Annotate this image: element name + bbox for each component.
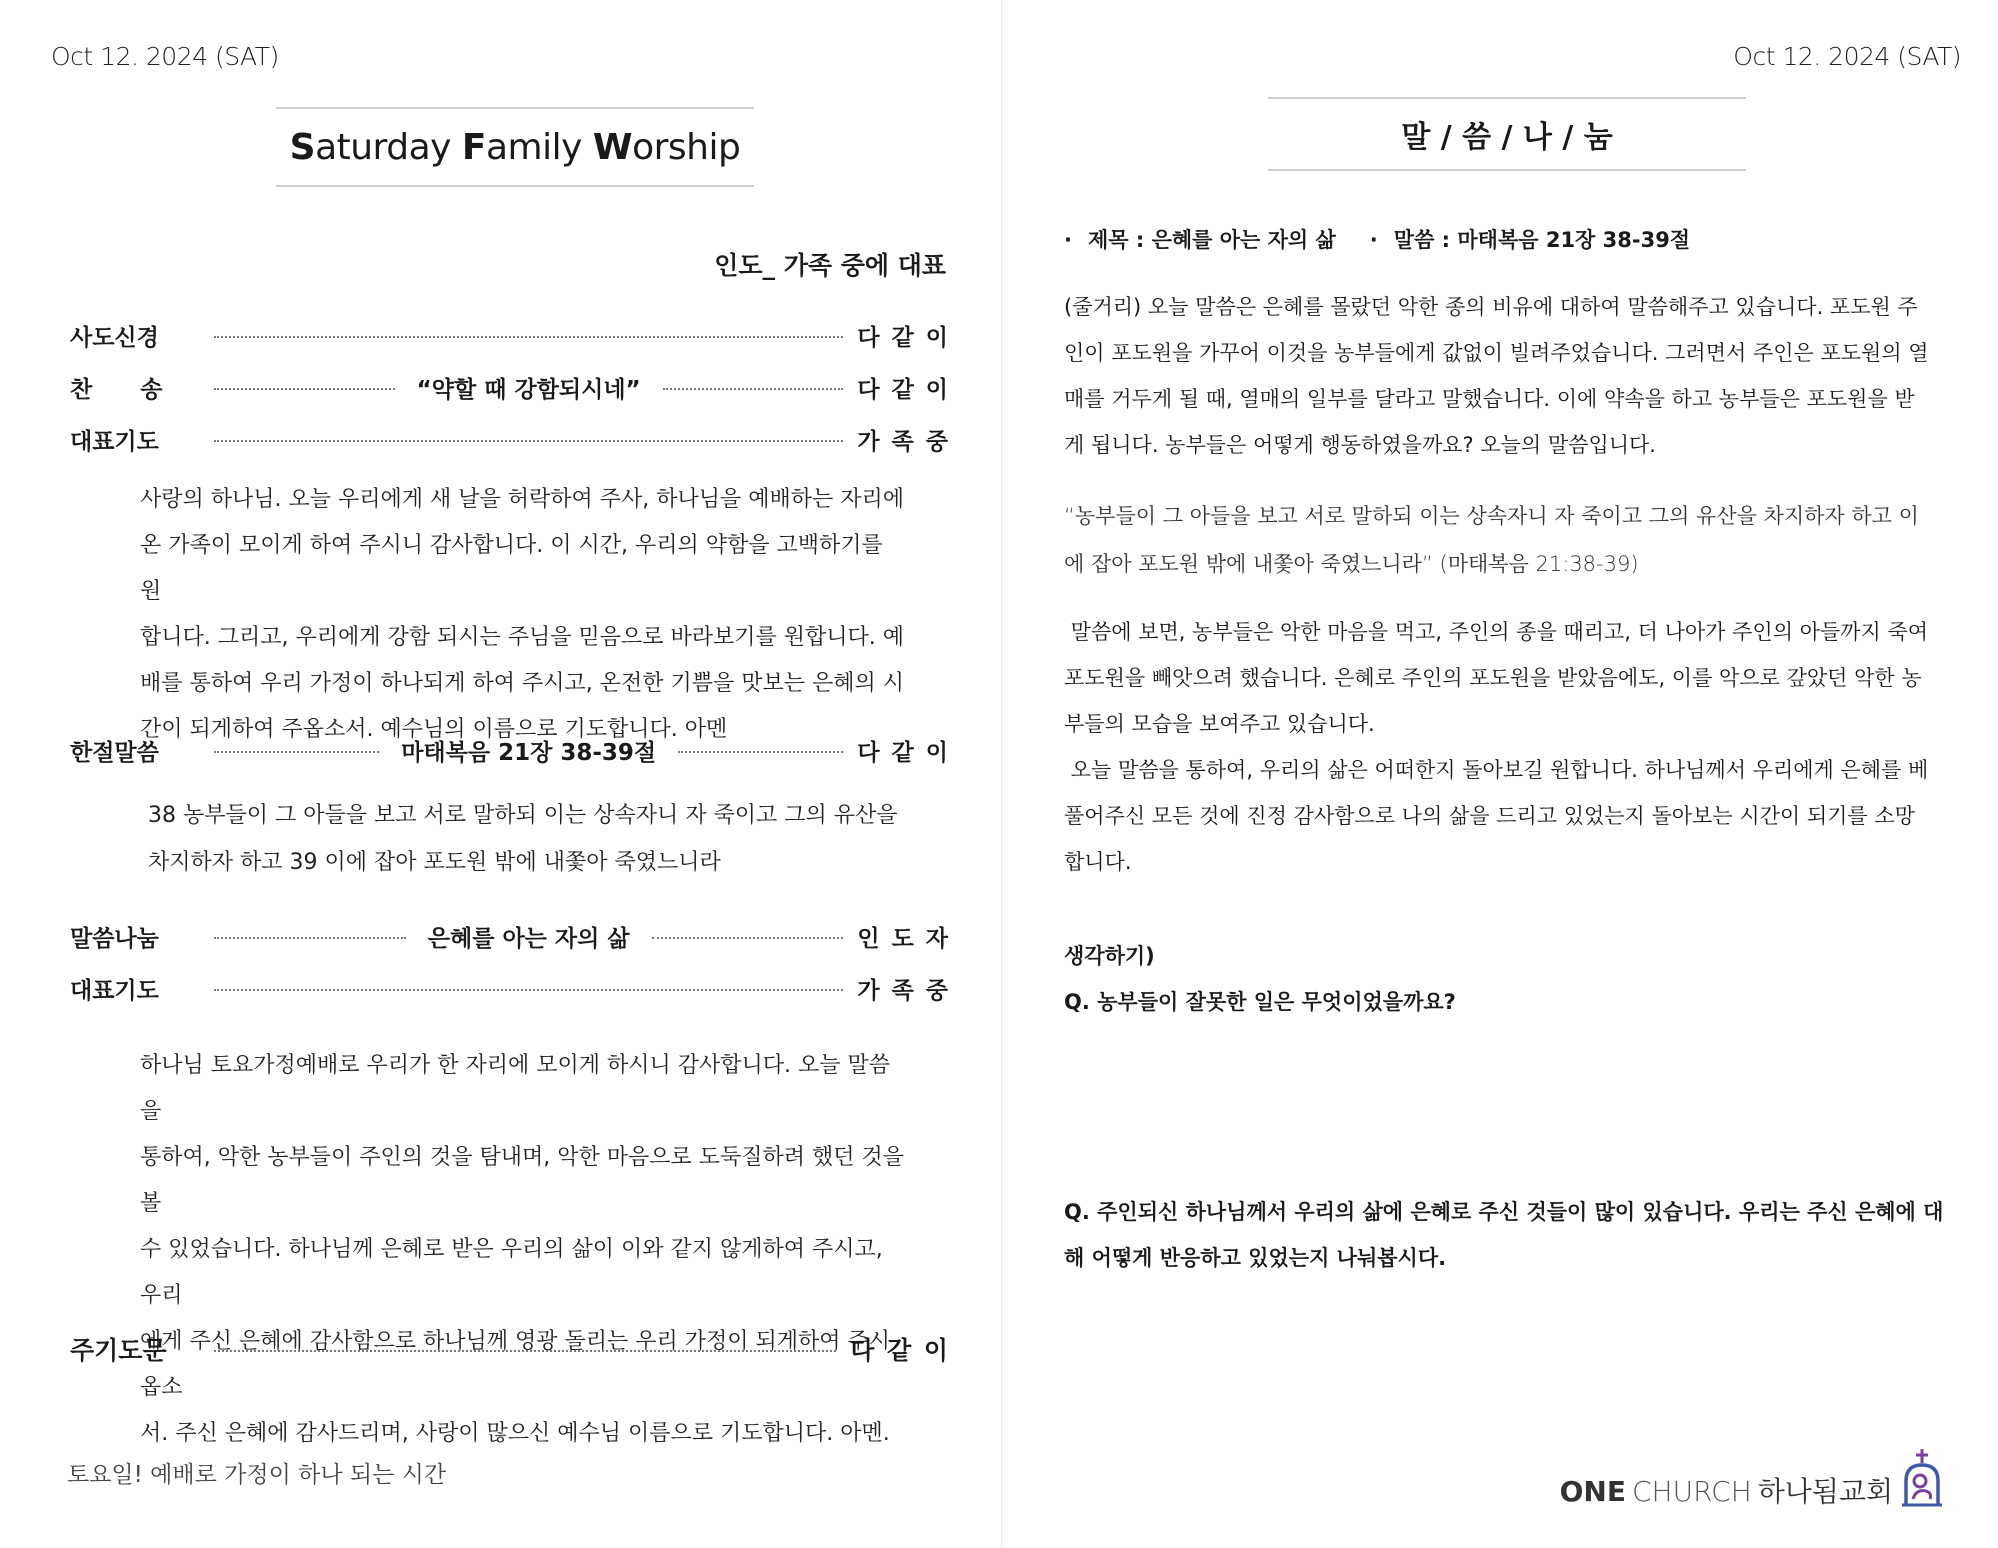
leader-dots xyxy=(214,336,843,338)
question-1: Q. 농부들이 잘못한 일은 무엇이었을까요? xyxy=(1064,990,1456,1014)
order-row-prayer xyxy=(70,419,950,459)
order-label: 대표기도 xyxy=(70,428,159,455)
worship-title: Saturday Family Worship xyxy=(289,126,741,168)
order-who: 다 같 이 xyxy=(857,376,951,403)
think-title: 생각하기) xyxy=(1064,944,1155,968)
opening-prayer: 사랑의 하나님. 오늘 우리에게 새 날을 허락하여 주사, 하나님을 예배하는 자리에 온 가족이 모이게 하여 주시니 감사합니다. 이 시간, 우리의 약함을 고백하기를 원 합니다. 그리고, 우리에게 강함 되시는 주님을 믿음으로 바라보기를 원합니다. 예 배를 통하여 우리 가정이 하나되게 하여 주시고, 온전한 기쁨을 맛보는 은혜의 시 간이 되게하여 주옵소서. 예수님의 이름으로 기도합니다. 아멘 xyxy=(140,487,904,742)
hymn-title: “약할 때 강함되시네” xyxy=(416,376,641,403)
sermon-topic: 은혜를 아는 자의 삶 xyxy=(427,925,630,952)
leader-dots xyxy=(214,989,843,991)
brand-korean-name: 하나됨교회 xyxy=(1757,1475,1893,1508)
leader-dots xyxy=(214,440,843,442)
question-2: Q. 주인되신 하나님께서 우리의 삶에 은혜로 주신 것들이 많이 있습니다. 우리는 주신 은혜에 대 해 어떻게 반응하고 있었는지 나눠봅시다. xyxy=(1064,1200,1944,1270)
sermon-info xyxy=(1064,224,1690,254)
leader-dots xyxy=(214,1350,836,1352)
order-label: 사도신경 xyxy=(70,324,159,351)
verse-reference: 마태복음 21장 38-39절 xyxy=(401,739,657,766)
order-row-sharing xyxy=(70,916,950,956)
sharing-title: 말 / 씀 / 나 / 눔 xyxy=(1401,120,1613,155)
closing-prayer: 하나님 토요가정예배로 우리가 한 자리에 모이게 하시니 감사합니다. 오늘 말씀을 통하여, 악한 농부들이 주인의 것을 탐내며, 악한 마음으로 도둑질하려 했던 것을 볼 수 있었습니다. 하나님께 은혜로 받은 우리의 삶이 이와 같지 않게하여 주시고, 우리 에게 주신 은혜에 감사함으로 하나님께 영광 돌리는 우리 가정이 되게하여 주시옵소 서. 주신 은혜에 감사드리며, 사랑이 많으신 예수님 이름으로 기도합니다. 아멘. xyxy=(140,1053,904,1446)
sermon-subject: · 제목 : 은혜를 아는 자의 삶 xyxy=(1064,224,1336,254)
verse-text: 38 농부들이 그 아들을 보고 서로 말하되 이는 상속자니 자 죽이고 그의 유산을 차지하자 하고 39 이에 잡아 포도원 밖에 내쫓아 죽였느니라 xyxy=(148,803,898,875)
order-who: 다 같 이 xyxy=(850,1336,950,1365)
order-label: 찬 송 xyxy=(70,376,163,403)
order-label: 말씀나눔 xyxy=(70,925,159,952)
order-label: 대표기도 xyxy=(70,977,159,1004)
order-row-creed xyxy=(70,315,950,355)
order-who: 다 같 이 xyxy=(857,739,950,766)
leader-dots xyxy=(214,751,379,753)
worship-title-box xyxy=(276,107,754,187)
right-date: Oct 12. 2024 (SAT) xyxy=(1733,42,1961,71)
leader-dots xyxy=(214,388,395,390)
leader-dots xyxy=(652,937,844,939)
order-who: 가 족 중 xyxy=(857,977,950,1004)
left-date: Oct 12. 2024 (SAT) xyxy=(51,42,279,71)
brand-church: CHURCH xyxy=(1631,1475,1752,1508)
leader-line: 인도_ 가족 중에 대표 xyxy=(714,251,946,280)
order-row-prayer-2 xyxy=(70,968,950,1008)
order-row-hymn xyxy=(70,367,950,407)
church-logo-icon xyxy=(1900,1447,1944,1509)
scripture-quote: “농부들이 그 아들을 보고 서로 말하되 이는 상속자니 자 죽이고 그의 유산을 차지하자 하고 이 에 잡아 포도원 밖에 내쫓아 죽였느니라” (마태복음 21:38-39) xyxy=(1064,504,1919,576)
leader-dots xyxy=(214,937,406,939)
order-label: 한절말씀 xyxy=(70,739,159,766)
sermon-body: 말씀에 보면, 농부들은 악한 마음을 먹고, 주인의 종을 때리고, 더 나아가 주인의 아들까지 죽여 포도원을 빼앗으려 했습니다. 은혜로 주인의 포도원을 받았음에도, 이를 악으로 갚았던 악한 농 부들의 모습을 보여주고 있습니다. 오늘 말씀을 통하여, 우리의 삶은 어떠한지 돌아보길 원합니다. 하나님께서 우리에게 은혜를 베 풀어주신 모든 것에 진정 감사함으로 나의 삶을 드리고 있었는지 돌아보는 시간이 되기를 소망 합니다. xyxy=(1064,620,1929,874)
leader-dots xyxy=(678,751,843,753)
order-who: 가 족 중 xyxy=(857,428,950,455)
sharing-title-box xyxy=(1268,97,1746,171)
order-who: 다 같 이 xyxy=(857,324,950,351)
church-brand xyxy=(1560,1470,1893,1510)
sermon-scripture: · 말씀 : 마태복음 21장 38-39절 xyxy=(1370,224,1690,254)
order-label: 주기도문 xyxy=(70,1336,167,1365)
summary-paragraph: (줄거리) 오늘 말씀은 은혜를 몰랐던 악한 종의 비유에 대하여 말씀해주고 있습니다. 포도원 주 인이 포도원을 가꾸어 이것을 농부들에게 값없이 빌려주었습니다. 그러면서 주인은 포도원의 열 매를 거두게 될 때, 열매의 일부를 달라고 말했습니다. 이에 약속을 하고 농부들은 포도원을 받 게 됩니다. 농부들은 어떻게 행동하였을까요? 오늘의 말씀입니다. xyxy=(1064,295,1929,457)
leader-dots xyxy=(663,388,844,390)
brand-one: ONE xyxy=(1559,1475,1626,1508)
order-row-verse xyxy=(70,730,950,770)
order-who: 인 도 자 xyxy=(857,925,951,952)
order-row-lords-prayer xyxy=(70,1329,950,1369)
footer-slogan: 토요일! 예배로 가정이 하나 되는 시간 xyxy=(67,1462,447,1488)
page-divider xyxy=(1001,0,1002,1548)
